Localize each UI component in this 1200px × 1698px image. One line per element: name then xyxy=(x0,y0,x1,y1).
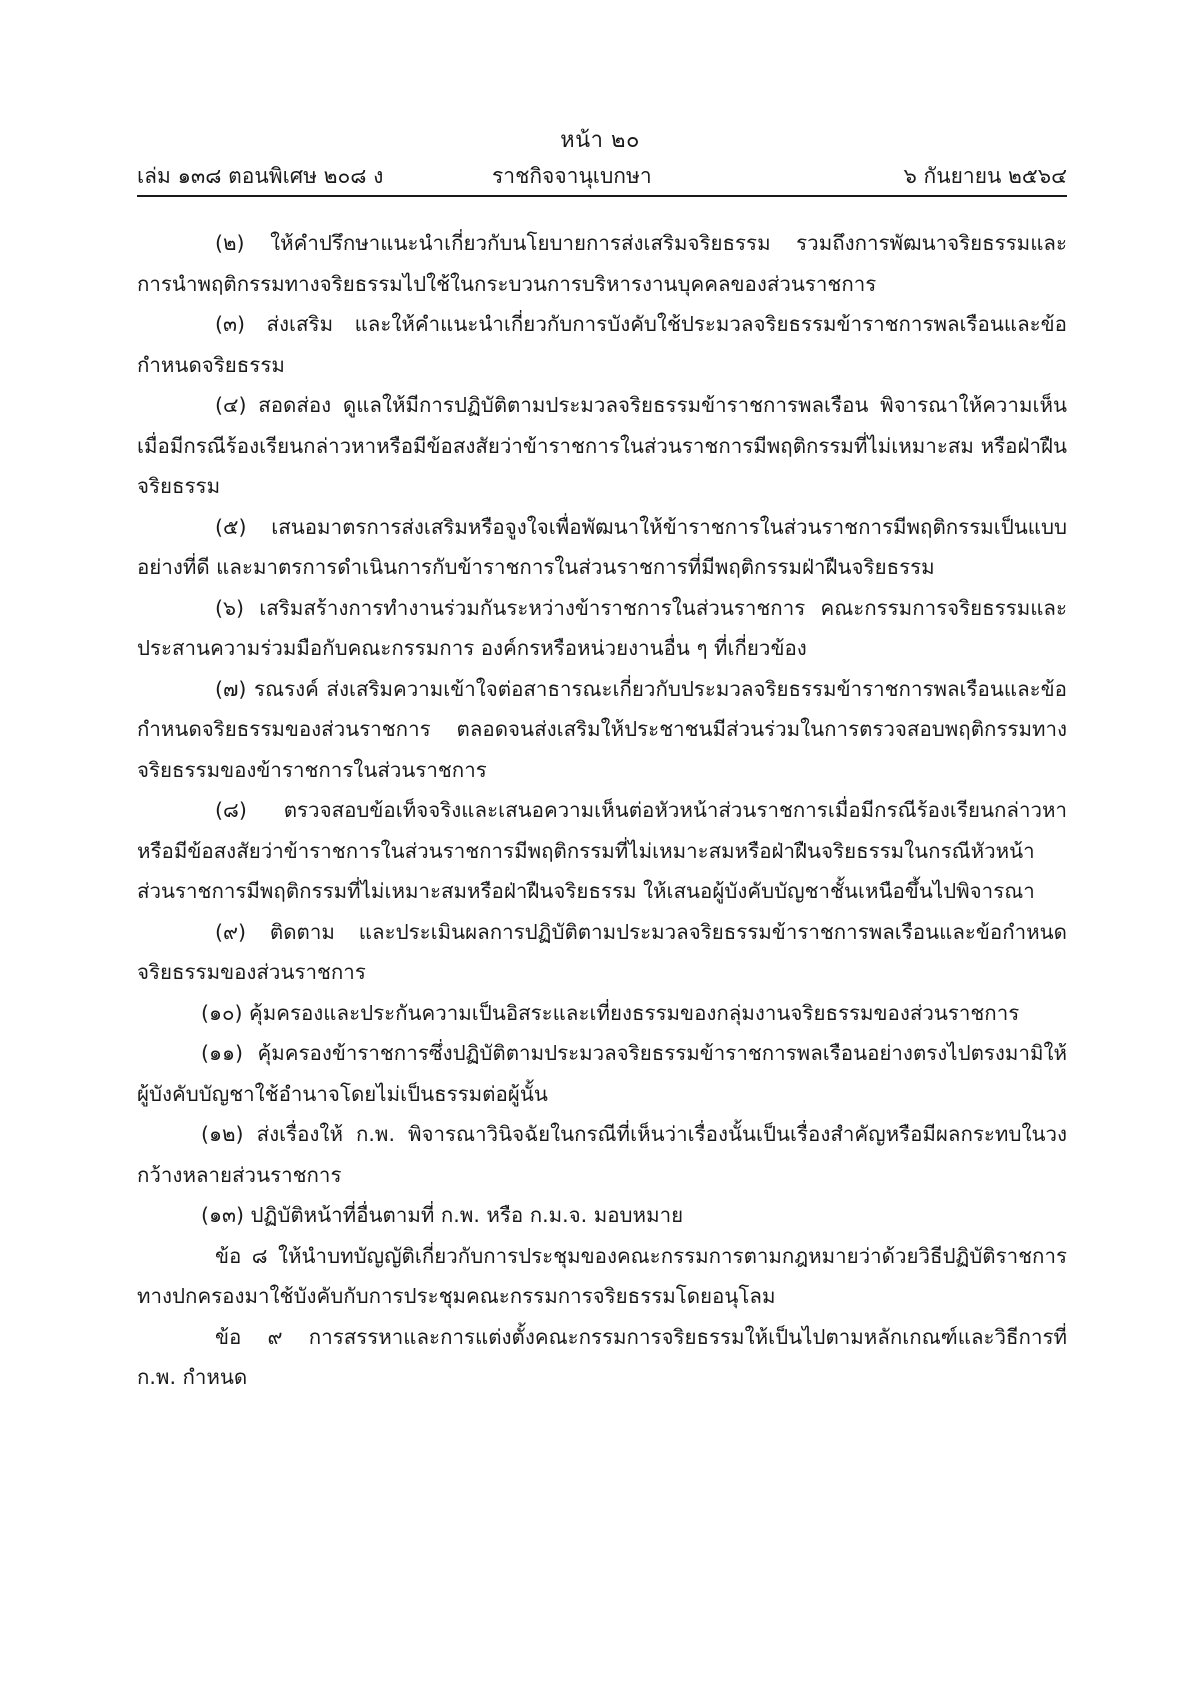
clause-5: (๕) เสนอมาตรการส่งเสริมหรือจูงใจเพื่อพัฒนาให้ข้าราชการในส่วนราชการมีพฤติกรรมเป็นแบบอย่างที่ดี และมาตรการดำเนินการกับข้าราชการในส่วนราชการที่มีพฤติกรรมฝ่าฝืนจริยธรรม xyxy=(137,514,1067,579)
header-divider xyxy=(137,195,1067,197)
clause-13: (๑๓) ปฏิบัติหน้าที่อื่นตามที่ ก.พ. หรือ ก.ม.จ. มอบหมาย xyxy=(201,1203,684,1227)
clause-10: (๑๐) คุ้มครองและประกันความเป็นอิสระและเที่ยงธรรมของกลุ่มงานจริยธรรมของส่วนราชการ xyxy=(201,1000,1020,1025)
clause-3: (๓) ส่งเสริม และให้คำแนะนำเกี่ยวกับการบังคับใช้ประมวลจริยธรรมข้าราชการพลเรือนและข้อกำหนดจริยธรรม xyxy=(137,312,1067,377)
publication-name: ราชกิจจานุเบกษา xyxy=(492,164,652,188)
clause-7: (๗) รณรงค์ ส่งเสริมความเข้าใจต่อสาธารณะเกี่ยวกับประมวลจริยธรรมข้าราชการพลเรือนและข้อกำหนดจริยธรรมของส่วนราชการ ตลอดจนส่งเสริมให้ประชาชนมีส่วนร่วมในการตรวจสอบพฤติกรรมทางจริยธรรมของข้าราชการในส่วนราชการ xyxy=(137,676,1067,782)
article-8: ข้อ ๘ ให้นำบทบัญญัติเกี่ยวกับการประชุมของคณะกรรมการตามกฎหมายว่าด้วยวิธีปฏิบัติราชการทางปกครองมาใช้บังคับกับการประชุมคณะกรรมการจริยธรรมโดยอนุโลม xyxy=(137,1243,1067,1308)
clause-12: (๑๒) ส่งเรื่องให้ ก.พ. พิจารณาวินิจฉัยในกรณีที่เห็นว่าเรื่องนั้นเป็นเรื่องสำคัญหรือมีผลกระทบในวงกว้างหลายส่วนราชการ xyxy=(137,1122,1067,1187)
clause-4: (๔) สอดส่อง ดูแลให้มีการปฏิบัติตามประมวลจริยธรรมข้าราชการพลเรือน พิจารณาให้ความเห็นเมื่อมีกรณีร้องเรียนกล่าวหาหรือมีข้อสงสัยว่าข้าราชการในส่วนราชการมีพฤติกรรมที่ไม่เหมาะสม หรือฝ่าฝืนจริยธรรม xyxy=(137,393,1067,498)
article-9: ข้อ ๙ การสรรหาและการแต่งตั้งคณะกรรมการจริยธรรมให้เป็นไปตามหลักเกณฑ์และวิธีการที่ ก.พ. กำหนด xyxy=(137,1324,1067,1389)
clause-2: (๒) ให้คำปรึกษาแนะนำเกี่ยวกับนโยบายการส่งเสริมจริยธรรม รวมถึงการพัฒนาจริยธรรมและการนำพฤติกรรมทางจริยธรรมไปใช้ในกระบวนการบริหารงานบุคคลของส่วนราชการ xyxy=(137,231,1067,296)
clause-6: (๖) เสริมสร้างการทำงานร่วมกันระหว่างข้าราชการในส่วนราชการ คณะกรรมการจริยธรรมและประสานความร่วมมือกับคณะกรรมการ องค์กรหรือหน่วยงานอื่น ๆ ที่เกี่ยวข้อง xyxy=(137,595,1067,660)
volume-issue: เล่ม ๑๓๘ ตอนพิเศษ ๒๐๘ ง xyxy=(137,164,384,188)
page-number: หน้า ๒๐ xyxy=(560,128,640,153)
publication-date: ๖ กันยายน ๒๕๖๔ xyxy=(903,164,1067,188)
gazette-header xyxy=(137,160,1067,196)
clause-11: (๑๑) คุ้มครองข้าราชการซึ่งปฏิบัติตามประมวลจริยธรรมข้าราชการพลเรือนอย่างตรงไปตรงมามิให้ผู้บังคับบัญชาใช้อำนาจโดยไม่เป็นธรรมต่อผู้นั้น xyxy=(137,1041,1067,1106)
clause-8: (๘) ตรวจสอบข้อเท็จจริงและเสนอความเห็นต่อหัวหน้าส่วนราชการเมื่อมีกรณีร้องเรียนกล่าวหาหรือมีข้อสงสัยว่าข้าราชการในส่วนราชการมีพฤติกรรมที่ไม่เหมาะสมหรือฝ่าฝืนจริยธรรมในกรณีหัวหน้าส่วนราชการมีพฤติกรรมที่ไม่เหมาะสมหรือฝ่าฝืนจริยธรรม ให้เสนอผู้บังคับบัญชาชั้นเหนือขึ้นไปพิจารณา xyxy=(137,798,1067,903)
document-body xyxy=(137,223,1067,1398)
clause-9: (๙) ติดตาม และประเมินผลการปฏิบัติตามประมวลจริยธรรมข้าราชการพลเรือนและข้อกำหนดจริยธรรมของส่วนราชการ xyxy=(137,919,1067,984)
